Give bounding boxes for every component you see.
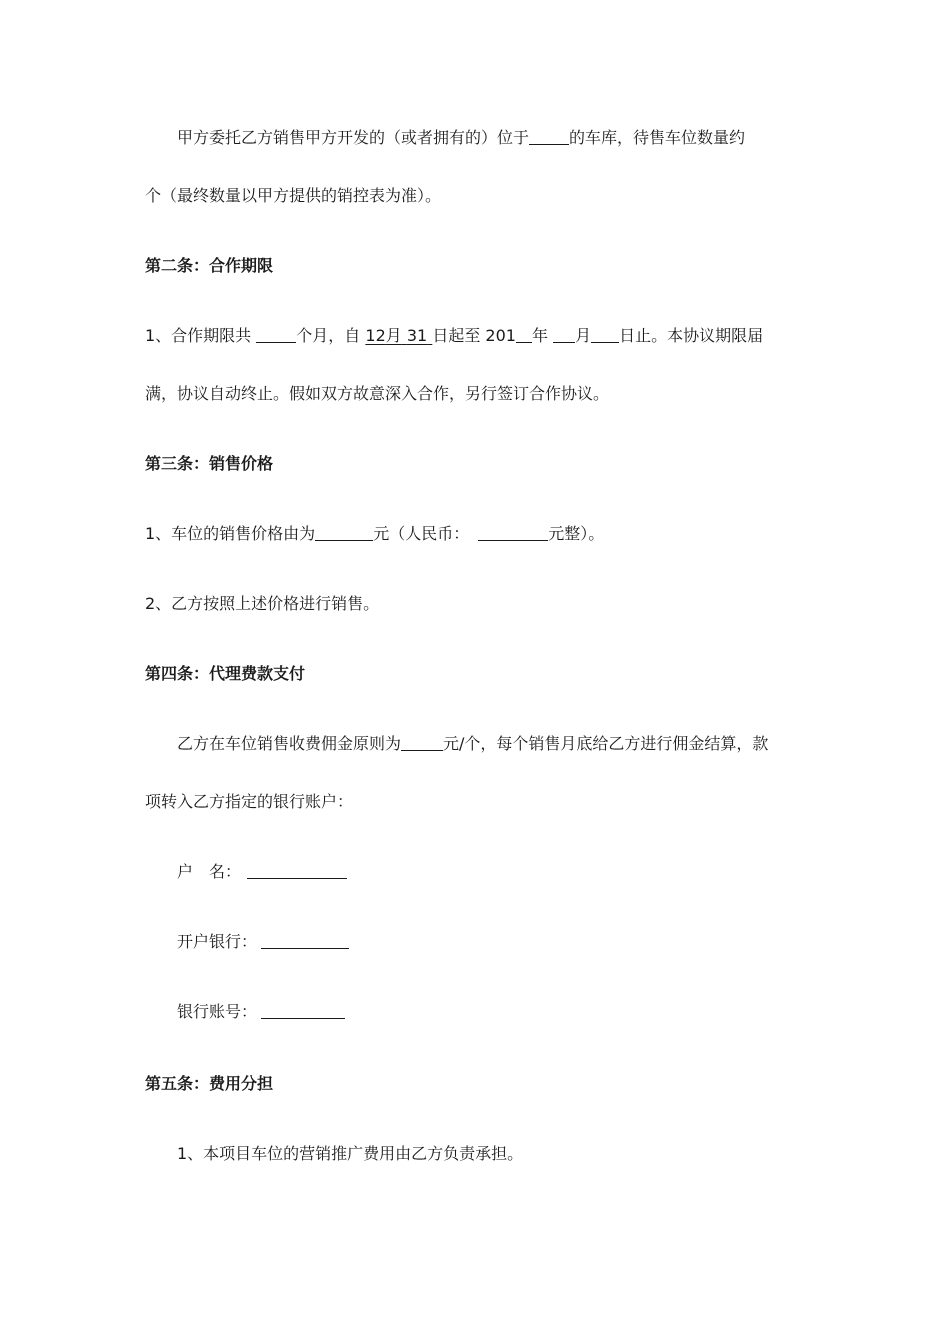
article-4-para-2: 项转入乙方指定的银行账户： — [145, 792, 354, 811]
months-blank — [256, 326, 296, 343]
article-3-para-2: 2、乙方按照上述价格进行销售。 — [145, 594, 380, 613]
text: 日止。本协议期限届 — [619, 326, 764, 345]
intro-text: 甲方委托乙方销售甲方开发的（或者拥有的）位于 — [177, 128, 530, 147]
text: 月 — [385, 326, 402, 345]
start-day-value: 31 — [406, 326, 428, 345]
price-rmb-blank — [478, 524, 548, 541]
text: 1、合作期限共 — [145, 326, 252, 345]
text: 日起至 201 — [432, 326, 516, 345]
text: 元（人民币： — [373, 524, 470, 543]
article-2-para-1 — [145, 324, 950, 348]
text: 乙方在车位销售收费佣金原则为 — [177, 734, 402, 753]
text: 元整）。 — [548, 524, 605, 543]
text: 个月，自 — [296, 326, 361, 345]
intro-line-1 — [177, 126, 950, 150]
end-day-blank — [591, 326, 619, 343]
intro-line-2: 个（最终数量以甲方提供的销控表为准）。 — [145, 186, 442, 205]
intro-text: 的车库，待售车位数量约 — [569, 128, 746, 147]
end-month-blank — [553, 326, 575, 343]
account-number-field — [261, 1002, 345, 1019]
account-number-row — [177, 1000, 950, 1024]
article-4-para-1 — [177, 732, 950, 756]
text: 1、车位的销售价格由为 — [145, 524, 316, 543]
article-2-heading: 第二条：合作期限 — [145, 256, 274, 275]
account-name-row — [177, 860, 950, 884]
article-5-heading: 第五条：费用分担 — [145, 1074, 274, 1093]
account-number-label: 银行账号： — [177, 1002, 258, 1021]
start-month-value: 12 — [365, 326, 386, 345]
account-name-label: 户 名： — [177, 862, 242, 881]
bank-field — [261, 932, 349, 949]
account-name-field — [247, 862, 347, 879]
commission-blank — [401, 734, 443, 751]
text: 元/个，每个销售月底给乙方进行佣金结算，款 — [443, 734, 769, 753]
text: 月 — [575, 326, 592, 345]
article-5-para-1: 1、本项目车位的营销推广费用由乙方负责承担。 — [177, 1144, 524, 1163]
location-blank — [529, 128, 569, 145]
article-3-heading: 第三条：销售价格 — [145, 454, 274, 473]
article-2-para-2: 满，协议自动终止。假如双方故意深入合作，另行签订合作协议。 — [145, 384, 610, 403]
end-year-blank — [516, 326, 532, 343]
bank-label: 开户银行： — [177, 932, 258, 951]
article-3-para-1 — [145, 522, 950, 546]
bank-row — [177, 930, 950, 954]
article-4-heading: 第四条：代理费款支付 — [145, 664, 306, 683]
text: 年 — [531, 326, 548, 345]
price-blank — [315, 524, 373, 541]
